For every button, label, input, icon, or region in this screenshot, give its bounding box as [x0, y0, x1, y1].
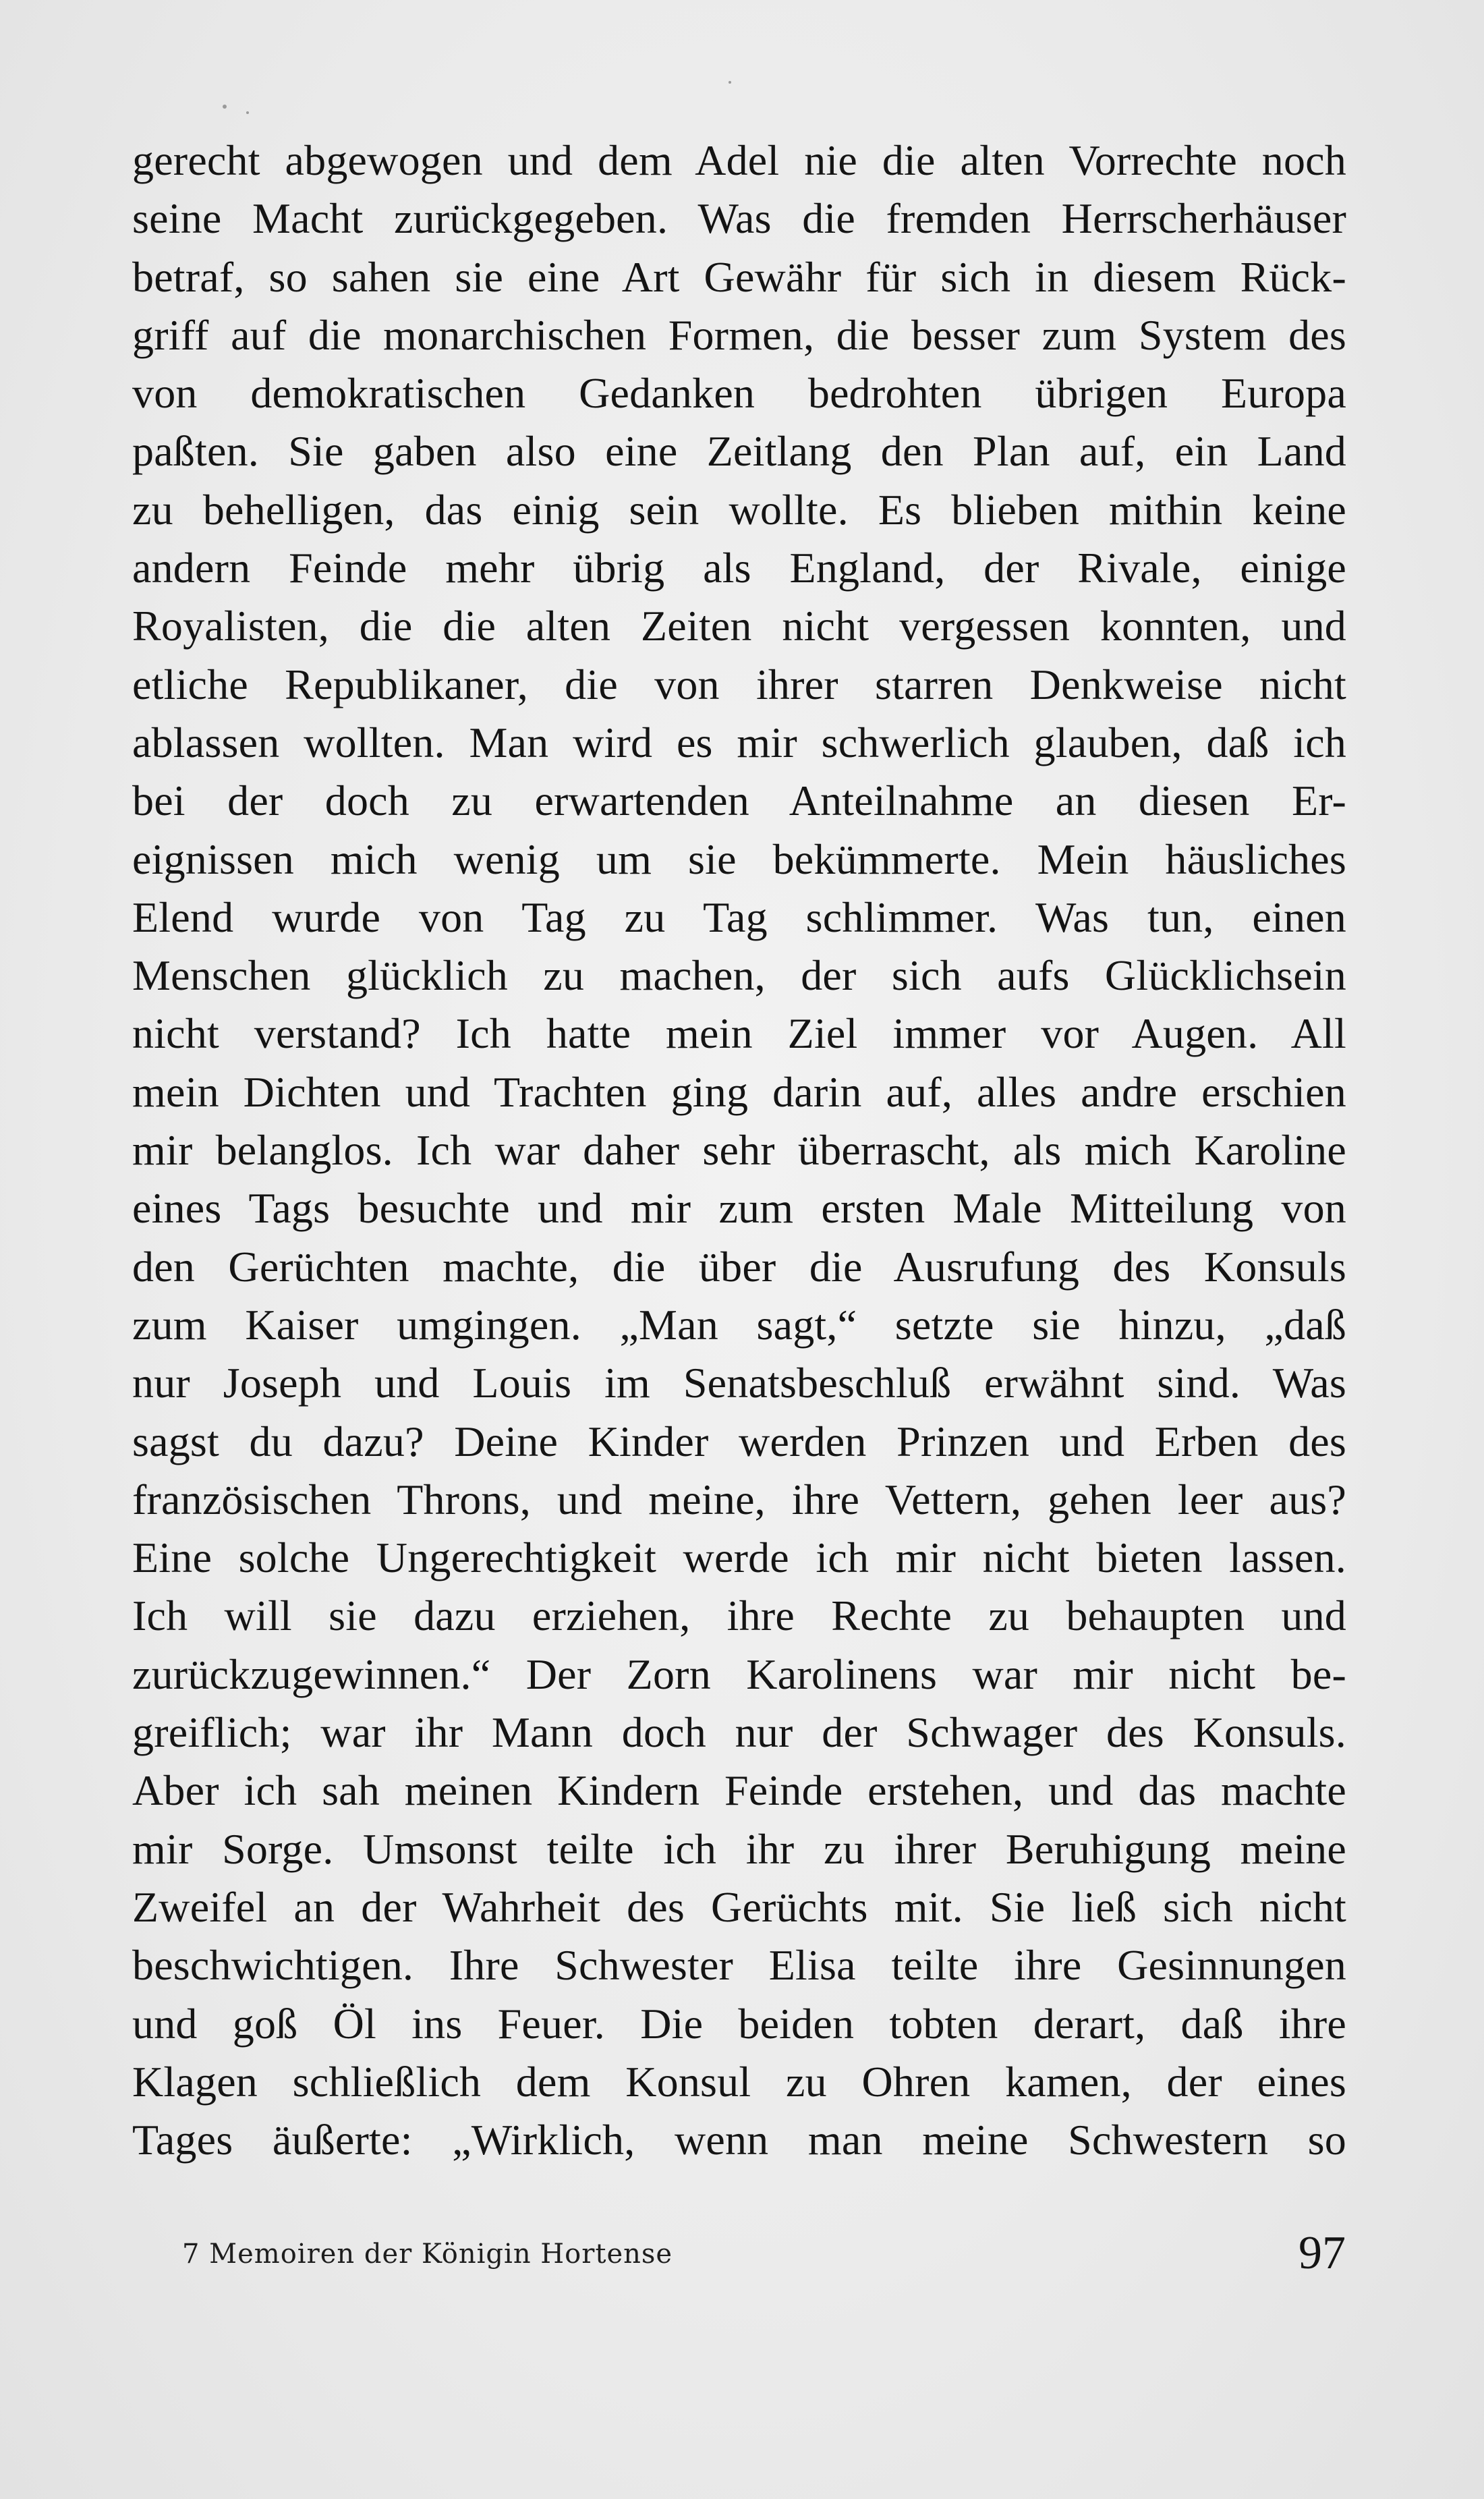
- text-line: nicht verstand? Ich hatte mein Ziel immer vor Augen. All: [132, 1009, 1346, 1058]
- text-line: mein Dichten und Trachten ging darin auf, alles andre erschien: [132, 1067, 1346, 1116]
- text-line: andern Feinde mehr übrig als England, der Rivale, einige: [132, 544, 1346, 592]
- text-line: beschwichtigen. Ihre Schwester Elisa teilte ihre Gesinnungen: [132, 1941, 1346, 1990]
- text-line: Royalisten, die die alten Zeiten nicht vergessen konnten, und: [132, 602, 1346, 650]
- text-line: Klagen schließlich dem Konsul zu Ohren kamen, der eines: [132, 2057, 1346, 2106]
- text-line: gerecht abgewogen und dem Adel nie die alten Vorrechte noch: [132, 136, 1346, 184]
- text-line: greiflich; war ihr Mann doch nur der Schwager des Konsuls.: [132, 1708, 1346, 1757]
- text-line: zu behelligen, das einig sein wollte. Es blieben mithin keine: [132, 485, 1346, 534]
- text-line: den Gerüchten machte, die über die Ausrufung des Konsuls: [132, 1242, 1346, 1291]
- text-line: mir Sorge. Umsonst teilte ich ihr zu ihrer Beruhigung meine: [132, 1824, 1346, 1873]
- text-line: ablassen wollten. Man wird es mir schwerlich glauben, daß ich: [132, 718, 1346, 766]
- text-line: paßten. Sie gaben also eine Zeitlang den Plan auf, ein Land: [132, 427, 1346, 476]
- text-line: von demokratischen Gedanken bedrohten übrigen Europa: [132, 369, 1346, 418]
- text-line: etliche Republikaner, die von ihrer starren Denkweise nicht: [132, 660, 1346, 708]
- page-number: 97: [1298, 2227, 1346, 2279]
- text-line: eines Tags besuchte und mir zum ersten Male Mitteilung von: [132, 1184, 1346, 1233]
- text-line: eignissen mich wenig um sie bekümmerte. Mein häusliches: [132, 835, 1346, 883]
- text-line: sagst du dazu? Deine Kinder werden Prinzen und Erben des: [132, 1417, 1346, 1465]
- print-speck: [729, 81, 731, 84]
- text-line: und goß Öl ins Feuer. Die beiden tobten derart, daß ihre: [132, 1999, 1346, 2048]
- text-line: zurückzugewinnen.“ Der Zorn Karolinens war mir nicht be-: [132, 1650, 1346, 1698]
- text-line: griff auf die monarchischen Formen, die besser zum System des: [132, 310, 1346, 359]
- text-line: zum Kaiser umgingen. „Man sagt,“ setzte sie hinzu, „daß: [132, 1300, 1346, 1349]
- body-text: [132, 132, 1346, 2169]
- printer-signature: 7 Memoiren der Königin Hortense: [182, 2239, 673, 2270]
- text-line: betraf, so sahen sie eine Art Gewähr für sich in diesem Rück-: [132, 252, 1346, 301]
- text-line: Eine solche Ungerechtigkeit werde ich mir nicht bieten lassen.: [132, 1534, 1346, 1582]
- text-line: Aber ich sah meinen Kindern Feinde erstehen, und das machte: [132, 1766, 1346, 1815]
- text-line: seine Macht zurückgegeben. Was die fremden Herrscherhäuser: [132, 194, 1346, 243]
- page-footer: [182, 2226, 1349, 2280]
- text-line: Ich will sie dazu erziehen, ihre Rechte zu behaupten und: [132, 1592, 1346, 1640]
- print-speck: [223, 105, 227, 109]
- text-line: Tages äußerte: „Wirklich, wenn man meine Schwestern so: [132, 2116, 1346, 2164]
- text-line: Menschen glücklich zu machen, der sich aufs Glücklichsein: [132, 951, 1346, 1000]
- text-line: französischen Throns, und meine, ihre Vettern, gehen leer aus?: [132, 1475, 1346, 1523]
- text-line: Zweifel an der Wahrheit des Gerüchts mit. Sie ließ sich nicht: [132, 1882, 1346, 1931]
- text-line: Elend wurde von Tag zu Tag schlimmer. Was tun, einen: [132, 893, 1346, 941]
- text-line: bei der doch zu erwartenden Anteilnahme an diesen Er-: [132, 777, 1346, 825]
- print-speck: [246, 111, 249, 114]
- text-line: mir belanglos. Ich war daher sehr überrascht, als mich Karoline: [132, 1126, 1346, 1175]
- text-line: nur Joseph und Louis im Senatsbeschluß erwähnt sind. Was: [132, 1359, 1346, 1407]
